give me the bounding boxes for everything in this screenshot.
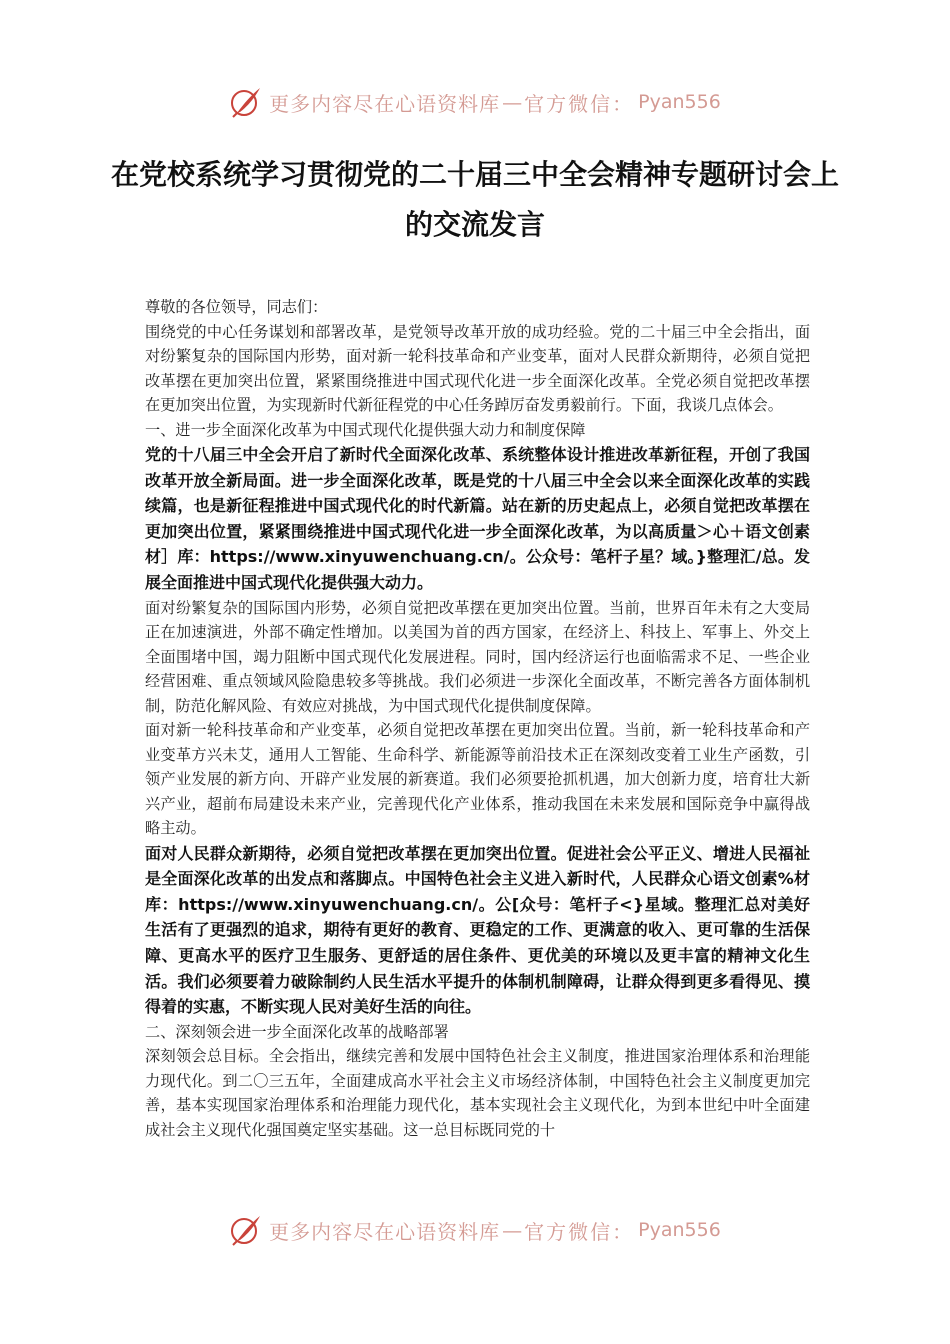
body-paragraph: 党的十八届三中全会开启了新时代全面深化改革、系统整体设计推进改革新征程，开创了我国改革开放全新局面。进一步全面深化改革，既是党的十八届三中全会以来全面深化改革的实践续篇，也是新征程推进中国式现代化的时代新篇。站在新的历史起点上，必须自觉把改革摆在更加突出位置，紧紧围绕推进中国式现代化进一步全面深化改革，为以高质量＞心＋语文创素材］库：https://www.xinyuwenchuang.cn/。公众号：笔杆子星？域。}整理汇/总。发展全面推进中国式现代化提供强大动力。 bbox=[145, 445, 810, 592]
banner-wechat-id: Pyan556 bbox=[638, 1219, 721, 1241]
banner-wechat-id: Pyan556 bbox=[638, 91, 721, 113]
body-paragraph: 面对纷繁复杂的国际国内形势，必须自觉把改革摆在更加突出位置。当前，世界百年未有之大变局正在加速演进，外部不确定性增加。以美国为首的西方国家，在经济上、科技上、军事上、外交上全面围堵中国，竭力阻断中国式现代化发展进程。同时，国内经济运行也面临需求不足、一些企业经营困难、重点领域风险隐患较多等挑战。我们必须进一步深化全面改革，不断完善各方面体制机制，防范化解风险、有效应对挑战，为中国式现代化提供制度保障。 bbox=[145, 598, 810, 715]
section-heading-2: 二、深刻领会进一步全面深化改革的战略部署 bbox=[145, 1022, 449, 1041]
banner-main-text: 更多内容尽在心语资料库 bbox=[269, 1219, 501, 1244]
document-title: 在党校系统学习贯彻党的二十届三中全会精神专题研讨会上的交流发言 bbox=[110, 158, 839, 241]
banner-main-text: 更多内容尽在心语资料库 bbox=[269, 91, 501, 116]
top-watermark-banner bbox=[0, 82, 950, 122]
body-paragraph: 深刻领会总目标。全会指出，继续完善和发展中国特色社会主义制度，推进国家治理体系和治理能力现代化。到二〇三五年，全面建成高水平社会主义市场经济体制，中国特色社会主义制度更加完善，基本实现国家治理体系和治理能力现代化，基本实现社会主义现代化，为到本世纪中叶全面建成社会主义现代化强国奠定坚实基础。这一总目标既同党的十 bbox=[145, 1047, 810, 1139]
body-paragraph: 面对人民群众新期待，必须自觉把改革摆在更加突出位置。促进社会公平正义、增进人民福祉是全面深化改革的出发点和落脚点。中国特色社会主义进入新时代，人民群众心语文创素%材库：https://www.xinyuwenchuang.cn/。公[众号：笔杆子<}星域。整理汇总对美好生活有了更强烈的追求，期待有更好的教育、更稳定的工作、更满意的收入、更可靠的生活保障、更高水平的医疗卫生服务、更舒适的居住条件、更优美的环境以及更丰富的精神文化生活。我们必须要着力破除制约人民生活水平提升的体制机制障碍，让群众得到更多看得见、摸得着的实惠，不断实现人民对美好生活的向往。 bbox=[145, 843, 810, 1017]
section-heading-1: 一、进一步全面深化改革为中国式现代化提供强大动力和制度保障 bbox=[145, 420, 586, 439]
document-body bbox=[145, 295, 810, 1142]
banner-separator: — bbox=[502, 1218, 523, 1242]
body-paragraph: 面对新一轮科技革命和产业变革，必须自觉把改革摆在更加突出位置。当前，新一轮科技革命和产业变革方兴未艾，通用人工智能、生命科学、新能源等前沿技术正在深刻改变着工业生产函数，引领产业发展的新方向、开辟产业发展的新赛道。我们必须要抢抓机遇，加大创新力度，培育壮大新兴产业，超前布局建设未来产业，完善现代化产业体系，推动我国在未来发展和国际竞争中赢得战略主动。 bbox=[145, 721, 810, 838]
intro-paragraph: 围绕党的中心任务谋划和部署改革，是党领导改革开放的成功经验。党的二十届三中全会指出，面对纷繁复杂的国际国内形势，面对新一轮科技革命和产业变革，面对人民群众新期待，必须自觉把改革摆在更加突出位置，紧紧围绕推进中国式现代化进一步全面深化改革。全党必须自觉把改革摆在更加突出位置，为实现新时代新征程党的中心任务踔厉奋发勇毅前行。下面，我谈几点体会。 bbox=[145, 322, 810, 414]
bottom-watermark-banner bbox=[0, 1210, 950, 1250]
salutation: 尊敬的各位领导，同志们： bbox=[145, 298, 328, 316]
banner-separator: — bbox=[502, 90, 523, 114]
banner-label: 官方微信： bbox=[524, 1219, 635, 1244]
quill-logo-icon bbox=[229, 1213, 263, 1247]
banner-label: 官方微信： bbox=[524, 91, 635, 116]
quill-logo-icon bbox=[229, 85, 263, 119]
